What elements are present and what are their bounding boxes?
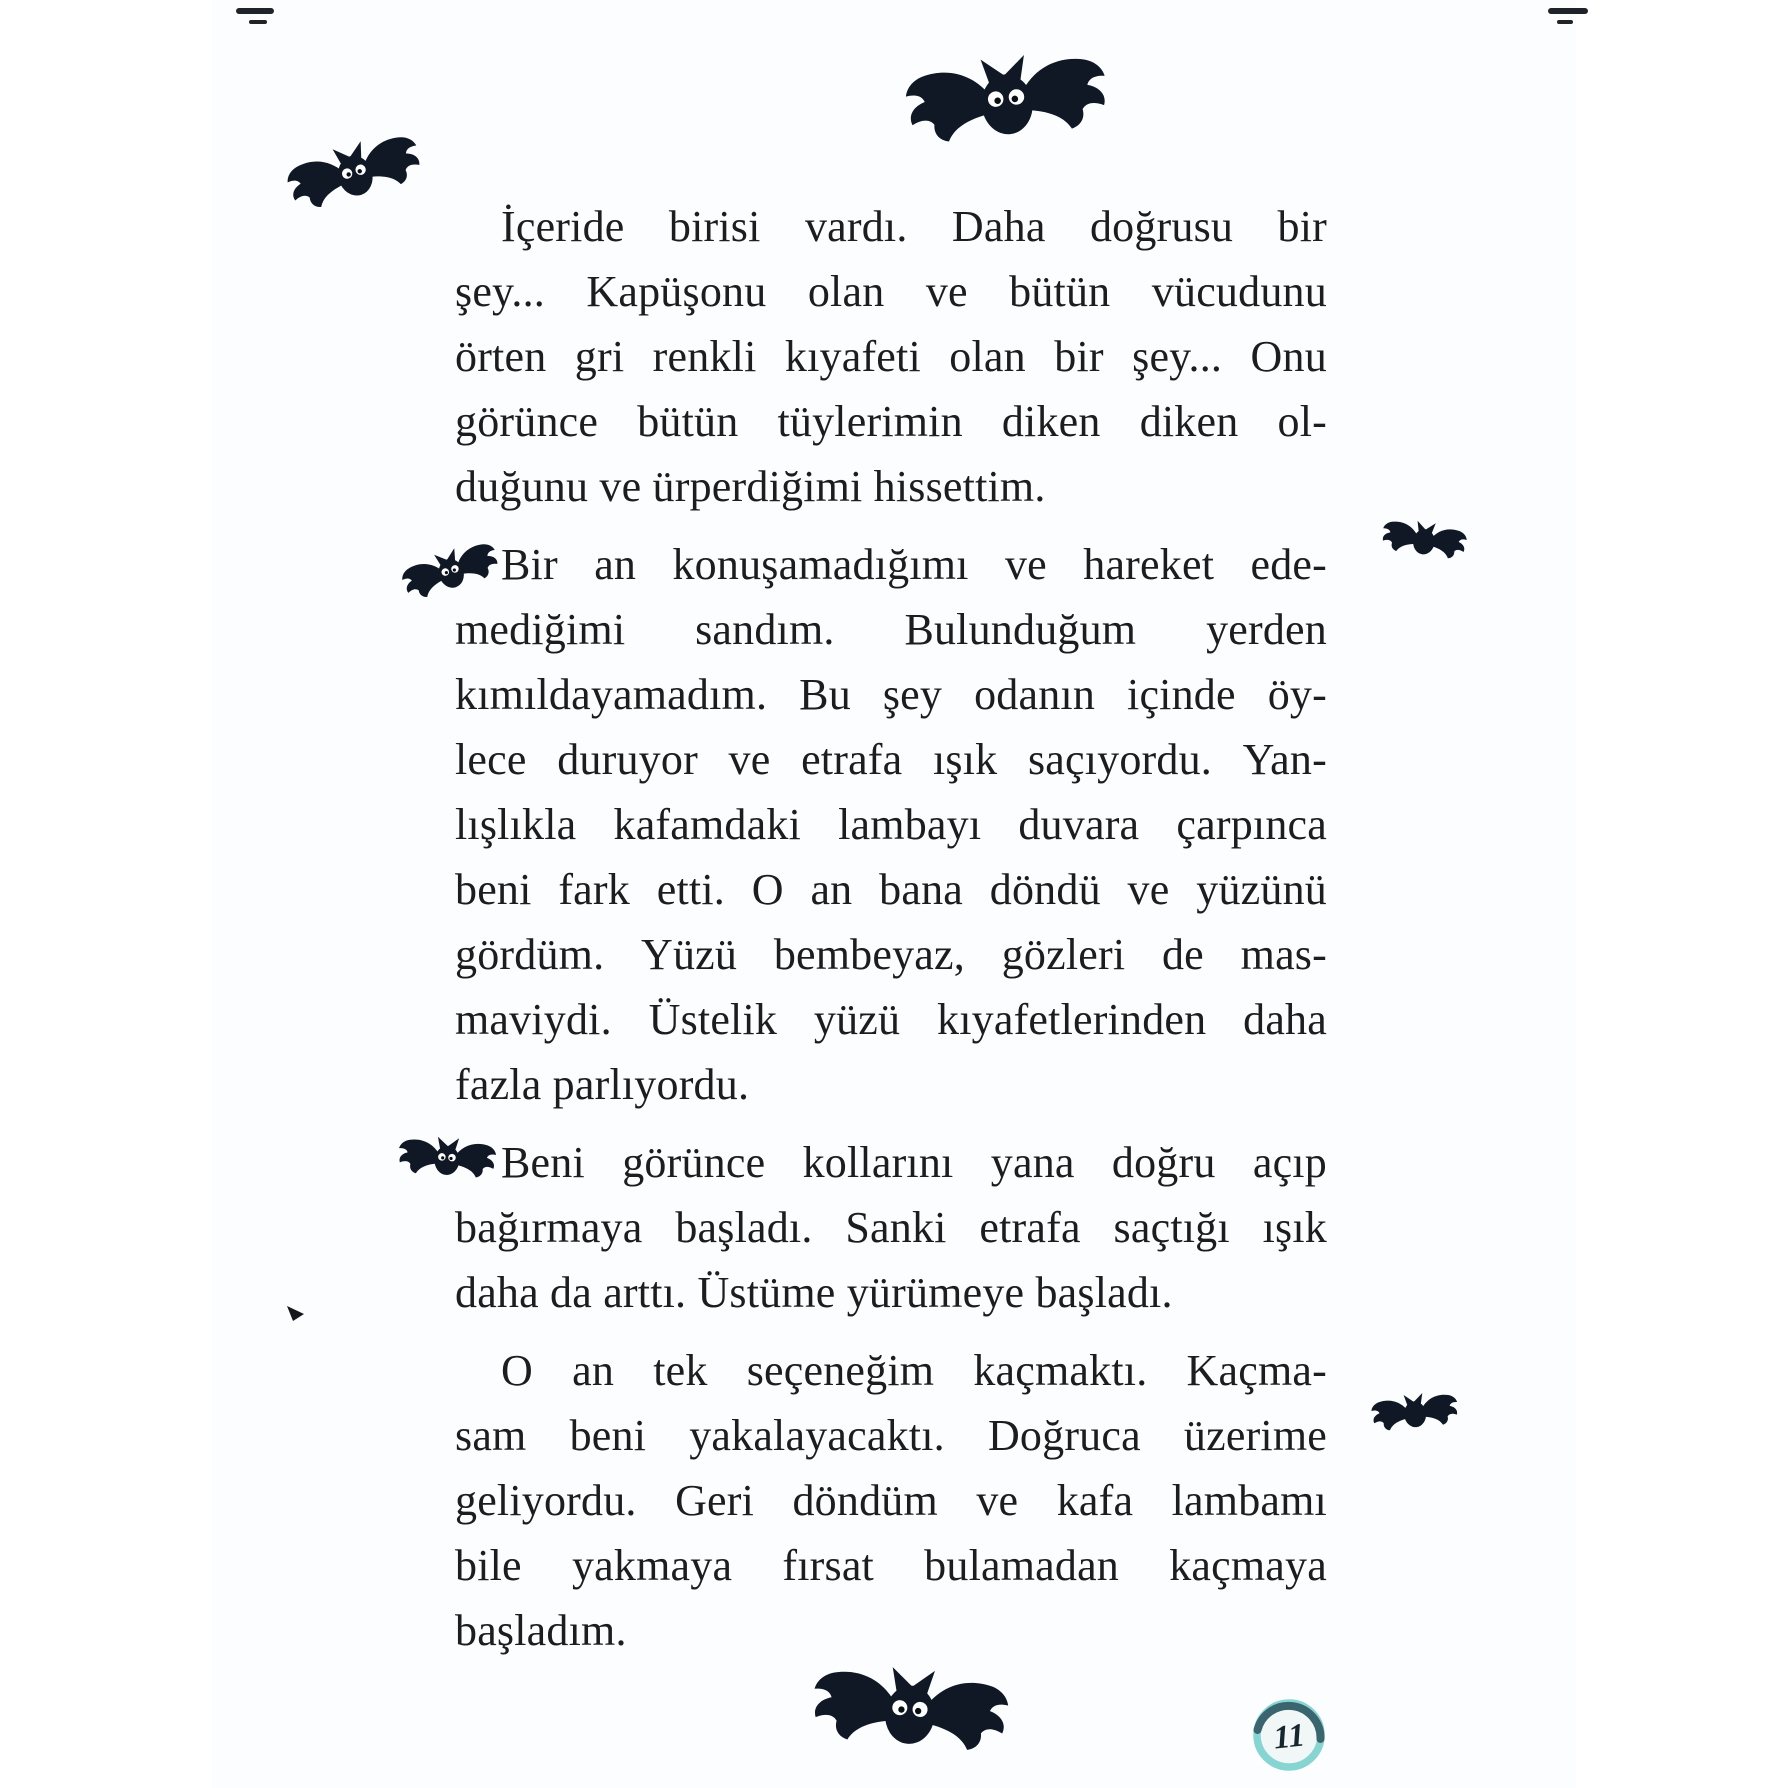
text-line: bile yakmaya fırsat bulamadan kaçmaya	[455, 1541, 1327, 1590]
text-line: lışlıkla kafamdaki lambayı duvara çarpınca	[455, 800, 1327, 849]
text-line: beni fark etti. O an bana döndü ve yüzünü	[455, 865, 1327, 914]
ink-speck-icon	[286, 1304, 306, 1326]
text-line: kımıldayamadım. Bu şey odanın içinde öy-	[455, 670, 1327, 719]
text-line: daha da arttı. Üstüme yürümeye başladı.	[455, 1268, 1173, 1317]
text-column	[455, 194, 1327, 1676]
paragraph	[455, 1130, 1327, 1325]
text-line: lece duruyor ve etrafa ışık saçıyordu. Yan-	[455, 735, 1327, 784]
text-line: maviydi. Üstelik yüzü kıyafetlerinden daha	[455, 995, 1327, 1044]
bat-icon	[800, 1651, 1020, 1775]
paragraph	[455, 194, 1327, 519]
paragraph	[455, 532, 1327, 1117]
text-line: fazla parlıyordu.	[455, 1060, 750, 1109]
text-line: gördüm. Yüzü bembeyaz, gözleri de mas-	[455, 930, 1327, 979]
scan-dash	[1548, 8, 1588, 14]
text-line: duğunu ve ürperdiğimi hissettim.	[455, 462, 1046, 511]
text-line: sam beni yakalayacaktı. Doğruca üzerime	[455, 1411, 1327, 1460]
page-number-badge	[1248, 1694, 1330, 1776]
scan-dash	[249, 20, 267, 24]
page-number: 11	[1271, 1717, 1307, 1757]
text-line: geliyordu. Geri döndüm ve kafa lambamı	[455, 1476, 1327, 1525]
text-line: şey... Kapüşonu olan ve bütün vücudunu	[455, 267, 1327, 316]
text-line: İçeride birisi vardı. Daha doğrusu bir	[501, 202, 1327, 251]
bat-icon	[1366, 1385, 1464, 1442]
text-line: Beni görünce kollarını yana doğru açıp	[501, 1138, 1327, 1187]
text-line: görünce bütün tüylerimin diken diken ol-	[455, 397, 1327, 446]
paragraph	[455, 1338, 1327, 1663]
text-line: başladım.	[455, 1606, 627, 1655]
bat-icon	[893, 37, 1121, 168]
scan-dash	[1557, 20, 1573, 24]
text-line: örten gri renkli kıyafeti olan bir şey... Onu	[455, 332, 1327, 381]
text-line: Bir an konuşamadığımı ve hareket ede-	[501, 540, 1327, 589]
bat-icon	[392, 1129, 501, 1189]
text-line: bağırmaya başladı. Sanki etrafa saçtığı ışık	[455, 1203, 1327, 1252]
scan-dash	[236, 8, 274, 14]
text-line: O an tek seçeneğim kaçmaktı. Kaçma-	[501, 1346, 1327, 1395]
text-line: mediğimi sandım. Bulunduğum yerden	[455, 605, 1327, 654]
